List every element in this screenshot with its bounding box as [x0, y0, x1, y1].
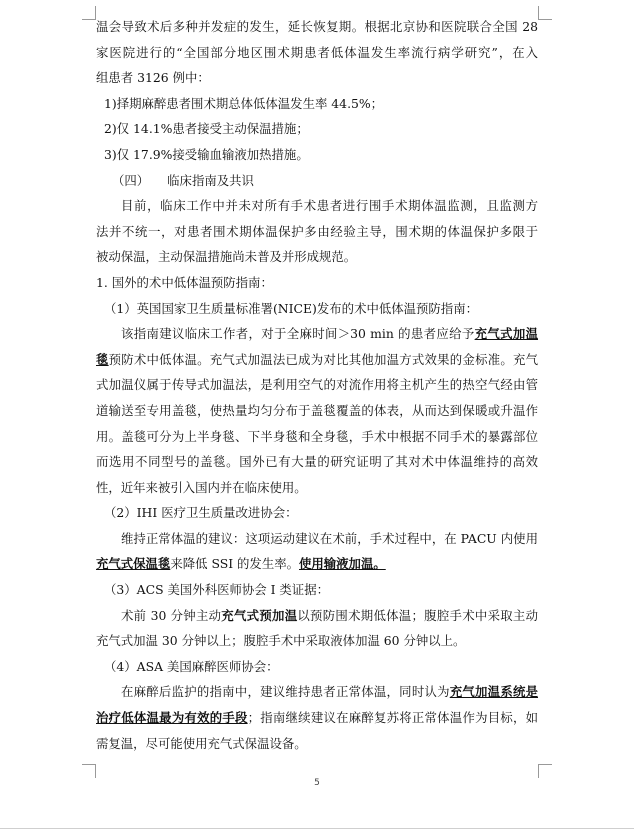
text-run: 温会导致术后多种并发症的发生，延长恢复期。根据北京协和医院联合全国 28 [96, 19, 538, 34]
text-run: （3）ACS 美国外科医师协会 I 类证据： [104, 582, 329, 598]
text-run: 道输送至专用盖毯，使热量均匀分布于盖毯覆盖的体表，从而达到保暖或升温作 [96, 402, 538, 418]
section-heading [96, 168, 538, 194]
text-run: 3)仅 17.9%接受输血输液加热措施。 [104, 146, 309, 162]
text-line [96, 731, 538, 757]
text-run: 充气式加温 30 分钟以上；腹腔手术中采取液体加温 60 分钟以上。 [96, 633, 466, 649]
emphasis-text: 充气式保温毯 [96, 556, 171, 572]
page-number: 5 [314, 778, 320, 788]
text-line [96, 65, 538, 91]
text-line [96, 372, 538, 398]
text-run: 性，近年来被引入国内并在临床使用。 [96, 479, 307, 495]
text-line [96, 398, 538, 424]
text-run: 法并不统一，对患者围术期体温保护多由经验主导，围术期的体温保护多限于 [96, 223, 538, 239]
crop-mark-top-left [82, 6, 96, 20]
list-item [96, 116, 538, 142]
text-run: 式加温仪属于传导式加温法，是利用空气的对流作用将主机产生的热空气经由管 [96, 377, 538, 393]
text-run: 2)仅 14.1%患者接受主动保温措施； [104, 121, 309, 137]
emphasis-text: 使用输液加温。 [299, 556, 386, 572]
text-run: 该指南建议临床工作者，对于全麻时间＞30 min 的患者应给予 [121, 326, 475, 342]
text-line [96, 603, 538, 629]
text-run: 1)择期麻醉患者围术期总体低体温发生率 44.5%； [104, 95, 384, 111]
text-line [96, 628, 538, 654]
section-title: 临床指南及共识 [167, 172, 254, 188]
text-line [96, 40, 538, 66]
crop-mark-bottom-right [538, 764, 552, 778]
text-run: 术前 30 分钟主动 [121, 607, 222, 623]
crop-mark-top-right [538, 6, 552, 20]
text-line [96, 347, 538, 373]
text-run: 用。盖毯可分为上半身毯、下半身毯和全身毯，手术中根据不同手术的暴露部位 [96, 428, 538, 444]
guideline-heading [96, 577, 538, 603]
text-run: （1）英国国家卫生质量标准署(NICE)发布的术中低体温预防指南： [104, 300, 478, 316]
text-run: 而选用不同型号的盖毯。国外已有大量的研究证明了其对术中体温维持的高效 [96, 454, 538, 470]
text-run: ；指南继续建议在麻醉复苏将正常体温作为目标，如 [247, 710, 539, 726]
text-run: 需复温，尽可能使用充气式保温设备。 [96, 735, 307, 751]
section-number: （四） [112, 172, 150, 188]
text-line [96, 551, 538, 577]
text-line [96, 321, 538, 347]
text-run: 被动保温，主动保温措施尚未普及并形成规范。 [96, 249, 357, 265]
crop-mark-bottom-left [82, 764, 96, 778]
list-item [96, 91, 538, 117]
text-run: （4）ASA 美国麻醉医师协会： [104, 658, 279, 674]
text-line [96, 424, 538, 450]
emphasis-text: 治疗低体温最为有效的手段 [96, 710, 248, 726]
text-line [96, 449, 538, 475]
text-line [96, 679, 538, 705]
text-line [96, 526, 538, 552]
text-line [96, 193, 538, 219]
text-run: 维持正常体温的建议：这项运动建议在术前，手术过程中，在 PACU 内使用 [121, 530, 538, 546]
guideline-heading [96, 296, 538, 322]
emphasis-text: 充气式加温 [474, 326, 539, 342]
text-run: （2）IHI 医疗卫生质量改进协会： [104, 505, 298, 521]
text-run: 目前，临床工作中并未对所有手术患者进行围手术期体温监测，且监测方 [121, 198, 538, 214]
text-run: 家医院进行的“全国部分地区围术期患者低体温发生率流行病学研究”，在入 [96, 44, 538, 60]
list-item [96, 142, 538, 168]
emphasis-text: 毯 [96, 351, 109, 367]
bold-text: 充气式预加温 [221, 607, 298, 623]
text-run: 在麻醉后监护的指南中，建议维持患者正常体温，同时认为 [121, 684, 450, 700]
text-line [96, 14, 538, 40]
text-line [96, 244, 538, 270]
text-line [96, 219, 538, 245]
subheading [96, 270, 538, 296]
document-body [96, 14, 538, 756]
text-run: 预防术中低体温。充气式加温法已成为对比其他加温方式效果的金标准。充气 [108, 351, 539, 367]
guideline-heading [96, 654, 538, 680]
guideline-heading [96, 500, 538, 526]
text-run: 来降低 SSI 的发生率。 [170, 556, 299, 572]
text-line [96, 475, 538, 501]
text-run: 1. 国外的术中低体温预防指南： [96, 274, 273, 290]
text-run: 组患者 3126 例中： [96, 70, 210, 86]
text-line [96, 705, 538, 731]
emphasis-text: 充气加温系统是 [449, 684, 539, 700]
text-run: 以预防围术期低体温；腹腔手术中采取主动 [297, 607, 538, 623]
